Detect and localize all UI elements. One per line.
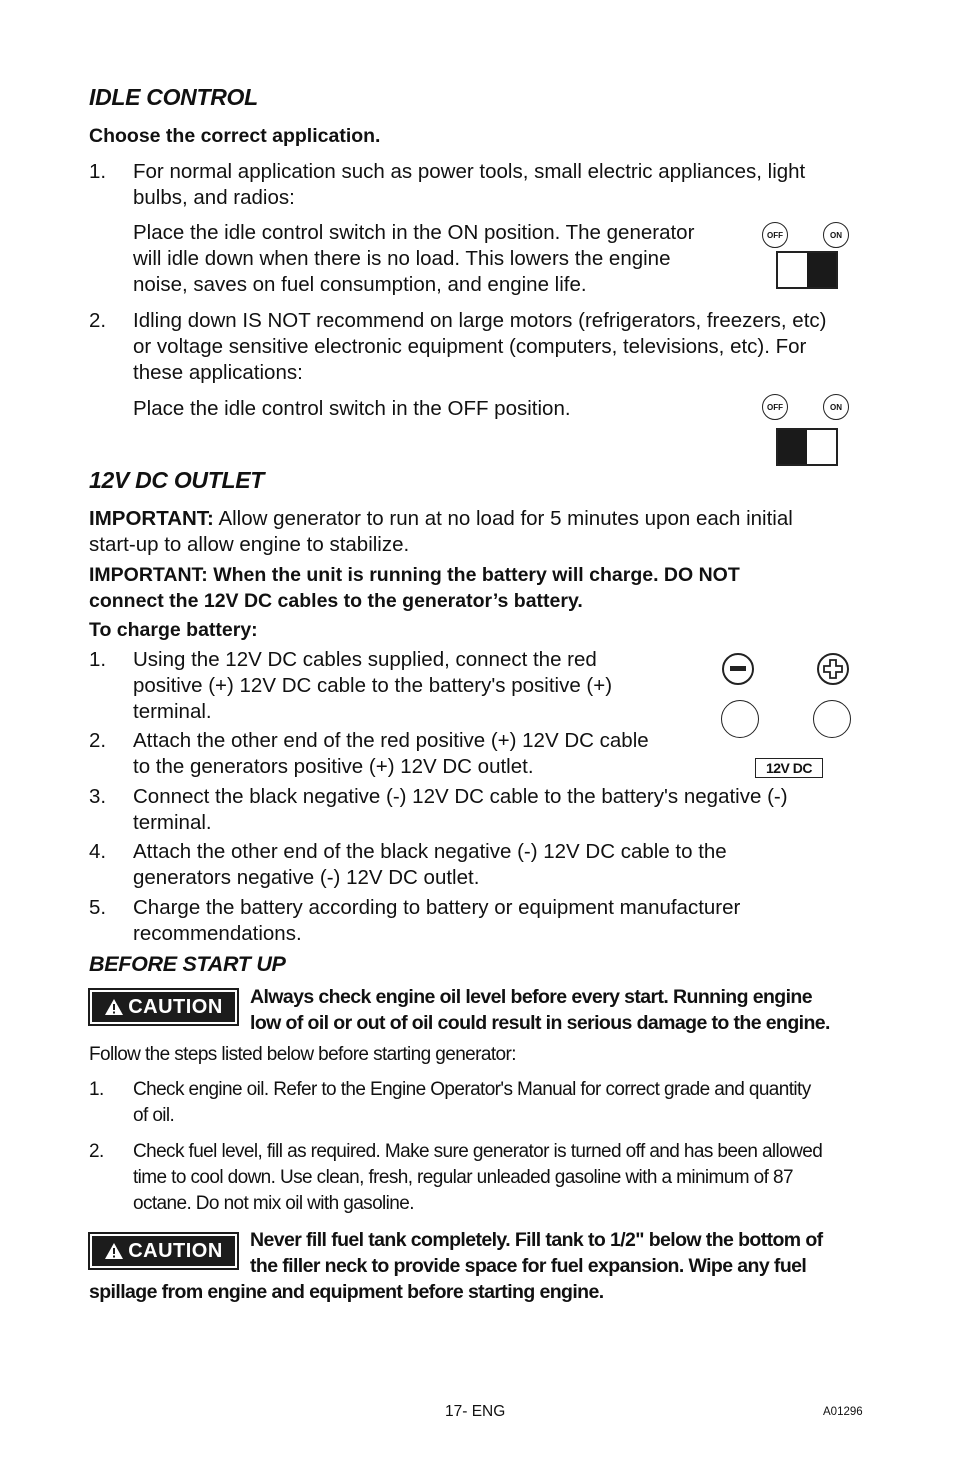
text-line: generators negative (-) 12V DC outlet. — [133, 866, 480, 889]
text-line: Place the idle control switch in the ON position. The generator — [133, 221, 695, 244]
dc-outlet-heading: 12V DC OUTLET — [89, 467, 265, 493]
text-line: Check fuel level, fill as required. Make sure generator is turned off and has been allowed — [133, 1141, 823, 1162]
charge-step-3 — [133, 784, 788, 836]
caution-2-text-continued: spillage from engine and equipment before starting engine. — [89, 1281, 604, 1303]
list-number: 4. — [89, 840, 107, 863]
switch-half-on — [807, 253, 836, 287]
text-line: terminal. — [133, 811, 212, 834]
text-line: octane. Do not mix oil with gasoline. — [133, 1193, 414, 1214]
caution-label: CAUTION — [128, 1239, 223, 1262]
charge-step-2 — [133, 728, 649, 780]
charge-step-5 — [133, 895, 740, 947]
text-line: or voltage sensitive electronic equipment (computers, televisions, etc). For — [133, 335, 807, 358]
before-start-heading: BEFORE START UP — [89, 952, 286, 976]
text-line: time to cool down. Use clean, fresh, regular unleaded gasoline with a minimum of 87 — [133, 1167, 793, 1188]
idle-control-subheading: Choose the correct application. — [89, 125, 381, 147]
charge-step-1 — [133, 647, 612, 725]
text-line: start-up to allow engine to stabilize. — [89, 533, 410, 556]
text-line: the filler neck to provide space for fuel expansion. Wipe any fuel — [250, 1255, 807, 1277]
text-line: Attach the other end of the black negative (-) 12V DC cable to the — [133, 840, 727, 863]
dc-panel-label: 12V DC — [755, 758, 823, 778]
page-number: 17- ENG — [445, 1403, 506, 1420]
text-line: Idling down IS NOT recommend on large motors (refrigerators, freezers, etc) — [133, 309, 827, 332]
charge-step-4 — [133, 839, 727, 891]
text-line: these applications: — [133, 361, 303, 384]
text-line: low of oil or out of oil could result in serious damage to the engine. — [250, 1012, 830, 1034]
idle-item2-text — [133, 308, 826, 386]
text-line: positive (+) 12V DC cable to the battery's positive (+) — [133, 674, 613, 697]
text-line: For normal application such as power tools, small electric appliances, light — [133, 160, 806, 183]
text-line: Never fill fuel tank completely. Fill tank to 1/2" below the bottom of — [250, 1229, 823, 1251]
caution-badge — [92, 992, 235, 1022]
list-number: 1. — [89, 648, 107, 671]
important-note-1 — [89, 506, 793, 558]
negative-outlet — [721, 700, 759, 738]
switch-on-label: ON — [823, 222, 849, 248]
list-number: 1. — [89, 160, 107, 183]
text-line: recommendations. — [133, 922, 302, 945]
text-line: Attach the other end of the red positive (+) 12V DC cable — [133, 729, 649, 752]
caution-2-text — [250, 1227, 823, 1279]
important-note-2 — [89, 562, 740, 614]
document-code: A01296 — [823, 1406, 863, 1418]
positive-outlet — [813, 700, 851, 738]
text-line: Using the 12V DC cables supplied, connect the red — [133, 648, 597, 671]
idle-item2-paragraph: Place the idle control switch in the OFF position. — [133, 397, 571, 420]
text-line: Charge the battery according to battery or equipment manufacturer — [133, 896, 741, 919]
text-line: Allow generator to run at no load for 5 minutes upon each initial — [213, 507, 793, 530]
text-line: connect the 12V DC cables to the generator’s battery. — [89, 590, 583, 612]
text-line: IMPORTANT: When the unit is running the battery will charge. DO NOT — [89, 564, 740, 586]
text-line: Connect the black negative (-) 12V DC cable to the battery's negative (-) — [133, 785, 788, 808]
caution-1-text — [250, 984, 830, 1036]
text-line: will idle down when there is no load. This lowers the engine — [133, 247, 671, 270]
switch-half-off — [778, 430, 807, 464]
before-start-step-1 — [133, 1077, 811, 1129]
switch-half-on — [807, 430, 836, 464]
minus-icon — [721, 652, 761, 686]
idle-item1-text — [133, 159, 805, 211]
switch-on-label: ON — [823, 394, 849, 420]
before-start-step-2 — [133, 1139, 822, 1217]
plus-icon — [816, 652, 852, 686]
text-line: Always check engine oil level before every start. Running engine — [250, 986, 812, 1008]
caution-label: CAUTION — [128, 995, 223, 1018]
idle-control-heading: IDLE CONTROL — [89, 84, 258, 110]
important-label: IMPORTANT: — [89, 507, 214, 530]
idle-switch-on-position — [776, 251, 838, 289]
text-line: noise, saves on fuel consumption, and engine life. — [133, 273, 587, 296]
list-number: 3. — [89, 785, 107, 808]
before-start-intro: Follow the steps listed below before starting generator: — [89, 1044, 516, 1065]
caution-badge — [92, 1236, 235, 1266]
text-line: to the generators positive (+) 12V DC outlet. — [133, 755, 534, 778]
text-line: terminal. — [133, 700, 212, 723]
idle-switch-off-position — [776, 428, 838, 466]
charge-battery-heading: To charge battery: — [89, 619, 258, 641]
text-line: bulbs, and radios: — [133, 186, 295, 209]
list-number: 2. — [89, 1141, 104, 1162]
switch-half-off — [778, 253, 807, 287]
switch-off-label: OFF — [762, 222, 788, 248]
warning-icon — [104, 1242, 124, 1260]
list-number: 2. — [89, 729, 107, 752]
list-number: 2. — [89, 309, 107, 332]
idle-item1-paragraph — [133, 220, 694, 298]
list-number: 5. — [89, 896, 107, 919]
warning-icon — [104, 998, 124, 1016]
text-line: Check engine oil. Refer to the Engine Operator's Manual for correct grade and quantity — [133, 1079, 811, 1100]
list-number: 1. — [89, 1079, 104, 1100]
text-line: of oil. — [133, 1105, 175, 1126]
switch-off-label: OFF — [762, 394, 788, 420]
